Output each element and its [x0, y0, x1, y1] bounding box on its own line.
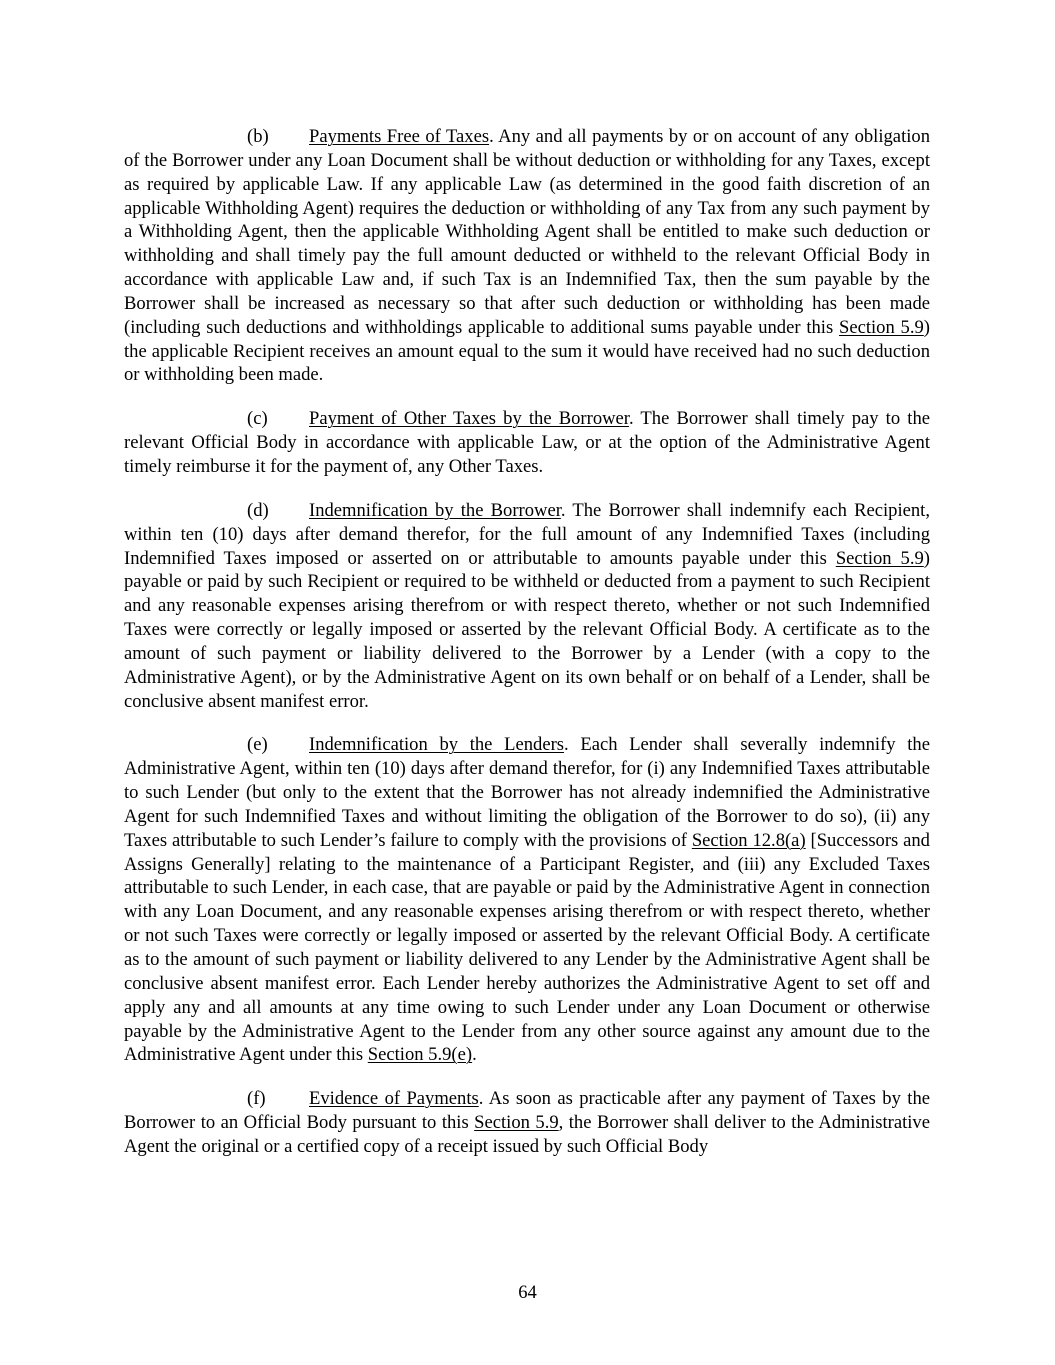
- paragraph-heading: Indemnification by the Borrower: [309, 499, 561, 521]
- paragraph-number: (b): [247, 126, 269, 147]
- paragraph-text: . Each Lender shall severally indemnify the Administrative Agent, within ten (10) days after demand therefor, for (i) any Indemnified Taxes attributable to such Lender (but only to the extent that the Borrower has not already indemnified the Administrative Agent for such Indemnified Taxes and without limiting the obligation of the Borrower to do so), (ii) any Taxes attributable to such Lender’s failure to comply with the provisions of: [124, 734, 930, 851]
- paragraph-d: [124, 499, 930, 714]
- paragraph-heading: Payments Free of Taxes: [309, 126, 490, 147]
- section-reference: Section 12.8(a): [691, 829, 806, 851]
- paragraph-text: . Any and all payments by or on account of any obligation of the Borrower under any Loan Document shall be without deduction or withholding for any Taxes, except as required by applicable Law. If any applicable Law (as determined in the good faith discretion of an applicable Withholding Agent) requires the deduction or withholding of any Tax from any such payment by a Withholding Agent, then the applicable Withholding Agent shall be entitled to make such deduction or withholding and shall timely pay the full amount deducted or withheld to the relevant Official Body in accordance with applicable Law and, if such Tax is an Indemnified Tax, then the sum payable by the Borrower shall be increased as necessary so that after such deduction or withholding has been made (including such deductions and withholdings applicable to additional sums payable under this: [124, 126, 930, 338]
- section-reference: Section 5.9: [474, 1112, 559, 1134]
- paragraph-text: ) payable or paid by such Recipient or required to be withheld or deducted from a payment to such Recipient and any reasonable expenses arising therefrom or with respect thereto, whether or not such Indemnified Taxes were correctly or legally imposed or asserted by the relevant Official Body. A certificate as to the amount of such payment or liability delivered to the Borrower by a Lender (with a copy to the Administrative Agent), or by the Administrative Agent on its own behalf or on behalf of a Lender, shall be conclusive absent manifest error.: [124, 547, 930, 712]
- paragraph-f: [124, 1087, 930, 1159]
- paragraph-c: [124, 407, 930, 479]
- paragraph-number: (d): [247, 499, 269, 521]
- paragraph-b: [124, 125, 930, 387]
- paragraph-text: . As soon as practicable after any payment of Taxes by the Borrower to an Official Body pursuant to this: [124, 1088, 930, 1134]
- section-reference: Section 5.9: [838, 316, 924, 338]
- paragraph-heading: Evidence of Payments: [309, 1088, 479, 1110]
- paragraph-text: ) the applicable Recipient receives an amount equal to the sum it would have received had no such deduction or withholding been made.: [124, 316, 930, 386]
- paragraph-text: . The Borrower shall indemnify each Recipient, within ten (10) days after demand therefor, for the full amount of any Indemnified Taxes (including Indemnified Taxes imposed or asserted on or attributable to amounts payable under this: [124, 499, 930, 569]
- page-number: 64: [518, 1282, 537, 1303]
- section-reference: Section 5.9: [835, 547, 924, 569]
- paragraph-e: [124, 733, 930, 1067]
- document-body: [124, 125, 930, 1179]
- paragraph-text: .: [472, 1044, 477, 1066]
- paragraph-text: , the Borrower shall deliver to the Administrative Agent the original or a certified copy of a receipt issued by such Official Body: [124, 1112, 930, 1157]
- paragraph-heading: Indemnification by the Lenders: [309, 734, 565, 756]
- paragraph-number: (e): [247, 734, 268, 756]
- paragraph-text: [Successors and Assigns Generally] relating to the maintenance of a Participant Register, and (iii) any Excluded Taxes attributable to such Lender, in each case, that are payable or paid by the Administrative Agent in connection with any Loan Document, and any reasonable expenses arising therefrom or with respect thereto, whether or not such Taxes were correctly or legally imposed or asserted by the relevant Official Body. A certificate as to the amount of such payment or liability delivered to any Lender by the Administrative Agent shall be conclusive absent manifest error. Each Lender hereby authorizes the Administrative Agent to set off and apply any and all amounts at any time owing to such Lender under any Loan Document or otherwise payable by the Administrative Agent to the Lender from any other source against any amount due to the Administrative Agent under this: [124, 829, 930, 1066]
- section-reference: Section 5.9(e): [367, 1044, 473, 1066]
- paragraph-text: . The Borrower shall timely pay to the relevant Official Body in accordance with applicable Law, or at the option of the Administrative Agent timely reimburse it for the payment of, any Other Taxes.: [124, 408, 930, 477]
- paragraph-heading: Payment of Other Taxes by the Borrower: [309, 408, 629, 430]
- paragraph-number: (c): [247, 408, 268, 430]
- paragraph-number: (f): [247, 1088, 266, 1110]
